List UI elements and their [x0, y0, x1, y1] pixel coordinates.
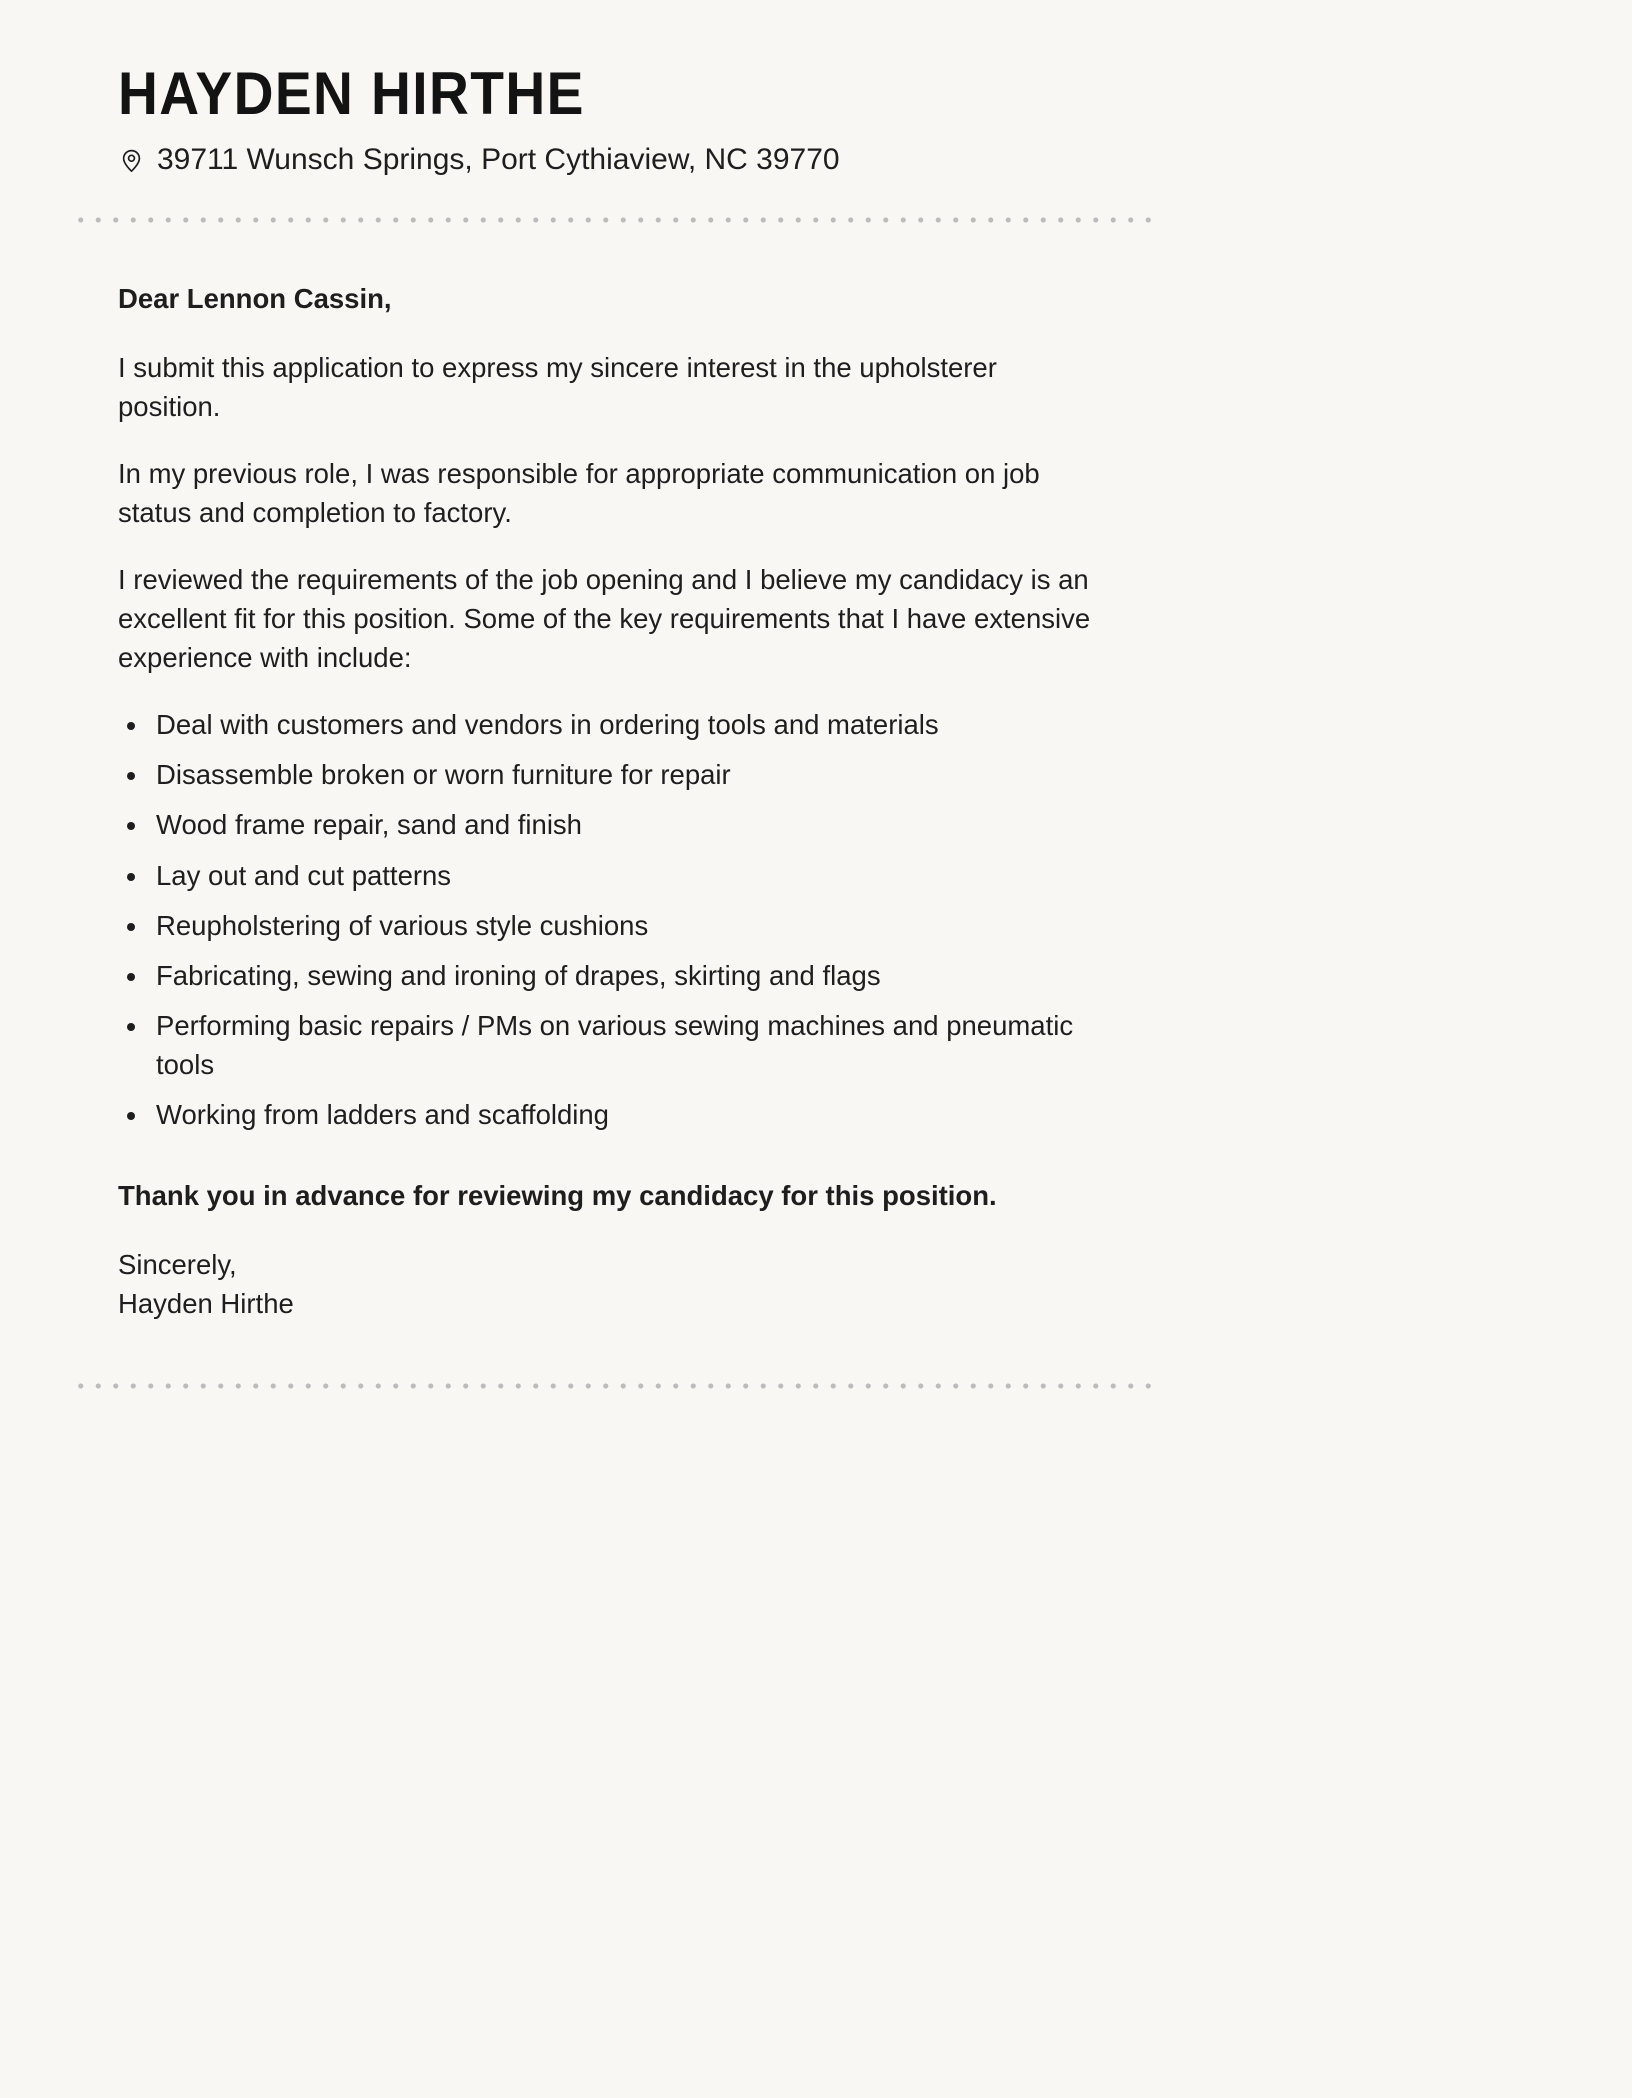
- paragraph-previous-role: In my previous role, I was responsible for appropriate communication on job status and completion to factory.: [118, 458, 1040, 529]
- experience-bullet-item: • Disassemble broken or worn furniture for repair: [150, 755, 1096, 794]
- location-pin-icon: [118, 145, 145, 176]
- paragraph-intro: I submit this application to express my sincere interest in the upholsterer position.: [118, 352, 997, 423]
- closing-statement: Thank you in advance for reviewing my candidacy for this position.: [118, 1179, 997, 1211]
- experience-bullet-item: • Working from ladders and scaffolding: [150, 1095, 1096, 1134]
- bottom-dotted-divider: [72, 1383, 1158, 1389]
- candidate-name: HAYDEN HIRTHE: [118, 60, 585, 127]
- experience-bullet-item: • Deal with customers and vendors in ordering tools and materials: [150, 705, 1096, 744]
- signature: Hayden Hirthe: [118, 1287, 294, 1319]
- letter-header: [0, 0, 1632, 177]
- salutation: Dear Lennon Cassin,: [118, 283, 392, 314]
- location-row: [118, 143, 1632, 177]
- experience-bullet-item: • Fabricating, sewing and ironing of drapes, skirting and flags: [150, 956, 1096, 995]
- experience-bullet-item: • Reupholstering of various style cushions: [150, 906, 1096, 945]
- experience-bullet-item: • Wood frame repair, sand and finish: [150, 805, 1096, 844]
- letter-body: [118, 279, 1096, 1323]
- experience-bullet-list: [118, 705, 1096, 1133]
- top-dotted-divider: [72, 217, 1158, 223]
- paragraph-requirements: I reviewed the requirements of the job opening and I believe my candidacy is an excellent fit for this position. Some of the key requirements that I have extensive experience with include:: [118, 564, 1091, 674]
- experience-bullet-item: • Performing basic repairs / PMs on various sewing machines and pneumatic tools: [150, 1006, 1096, 1084]
- location-text: 39711 Wunsch Springs, Port Cythiaview, NC 39770: [157, 143, 840, 176]
- experience-bullet-item: • Lay out and cut patterns: [150, 856, 1096, 895]
- signoff: Sincerely,: [118, 1248, 237, 1280]
